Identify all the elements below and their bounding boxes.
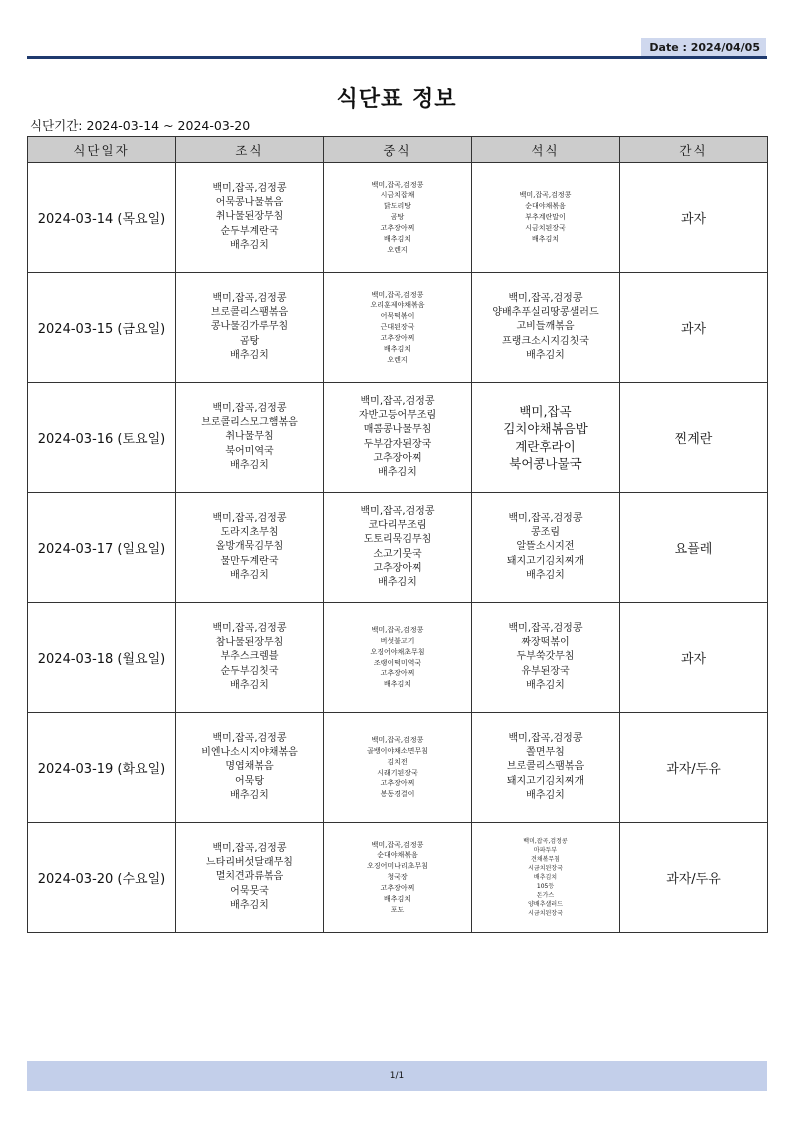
- breakfast-menu-item: 북어미역국: [225, 445, 274, 457]
- meal-date-cell: 2024-03-14 (목요일): [28, 163, 176, 273]
- breakfast-menu-item: 배추김치: [230, 349, 269, 361]
- dinner-menu-list: [475, 732, 616, 803]
- dinner-menu-item: 양배추푸실리땅콩샐러드: [492, 307, 599, 319]
- meal-date-cell: 2024-03-20 (수요일): [28, 823, 176, 933]
- lunch-menu-item: 오리훈제야채볶음: [370, 301, 425, 310]
- dinner-menu-item: 백미,잡곡,검정콩: [508, 733, 583, 745]
- breakfast-menu-item: 도라지초무침: [220, 527, 279, 539]
- dinner-menu-item: 프랭크소시지김칫국: [502, 335, 589, 347]
- breakfast-menu-item: 멸치견과류볶음: [215, 871, 284, 883]
- column-header-breakfast: 조식: [176, 137, 324, 163]
- lunch-menu-item: 백미,잡곡,검정콩: [371, 625, 424, 634]
- lunch-menu-item: 고추장아찌: [380, 779, 415, 788]
- lunch-menu-item: 배추김치: [383, 344, 412, 353]
- breakfast-menu-list: [179, 292, 320, 363]
- snack-cell: 과자/두유: [620, 713, 768, 823]
- breakfast-menu-item: 콩나물김가루무침: [210, 321, 289, 333]
- dinner-cell: [472, 823, 620, 933]
- dinner-menu-item: 배추김치: [526, 789, 565, 801]
- lunch-menu-list: [327, 840, 468, 916]
- breakfast-menu-list: [179, 182, 320, 253]
- table-row: [28, 603, 768, 713]
- dinner-menu-list: [475, 190, 616, 244]
- breakfast-menu-item: 백미,잡곡,검정콩: [212, 183, 287, 195]
- lunch-menu-item: 오징어미나리초무침: [367, 862, 428, 871]
- lunch-cell: [324, 273, 472, 383]
- lunch-menu-item: 시금치잡채: [380, 191, 415, 200]
- lunch-menu-item: 백미,잡곡,검정콩: [371, 290, 424, 299]
- dinner-menu-list: [475, 512, 616, 583]
- lunch-menu-item: 자반고등어무조림: [358, 410, 437, 422]
- lunch-menu-item: 오렌지: [387, 355, 408, 364]
- lunch-menu-item: 코다리무조림: [368, 520, 427, 532]
- lunch-menu-item: 곰탕: [390, 213, 405, 222]
- breakfast-menu-list: [179, 732, 320, 803]
- lunch-menu-list: [327, 180, 468, 256]
- lunch-menu-list: [327, 505, 468, 590]
- lunch-menu-item: 백미,잡곡,검정콩: [371, 735, 424, 744]
- dinner-menu-item: 순대야채볶음: [525, 202, 566, 211]
- breakfast-menu-item: 어묵뭇국: [230, 885, 269, 897]
- dinner-menu-item: 시금치된장국: [528, 865, 563, 872]
- dinner-menu-item: 돈가스: [536, 892, 555, 899]
- breakfast-menu-item: 배추김치: [230, 679, 269, 691]
- dinner-menu-item: 부추계란말이: [525, 213, 566, 222]
- lunch-menu-item: 백미,잡곡,검정콩: [360, 395, 435, 407]
- dinner-menu-item: 쫄면무침: [526, 747, 565, 759]
- lunch-menu-item: 김치전: [387, 757, 408, 766]
- breakfast-menu-item: 브로콜리스팸볶음: [210, 307, 289, 319]
- column-header-snack: 간식: [620, 137, 768, 163]
- breakfast-menu-item: 순두부계란국: [220, 225, 279, 237]
- lunch-menu-item: 시래기된장국: [377, 768, 418, 777]
- dinner-menu-item: 배추김치: [531, 234, 560, 243]
- breakfast-cell: [176, 603, 324, 713]
- lunch-menu-item: 봉동경결이: [380, 790, 415, 799]
- table-row: [28, 493, 768, 603]
- dinner-cell: [472, 163, 620, 273]
- column-header-date: 식단일자: [28, 137, 176, 163]
- lunch-menu-item: 고추장아찌: [380, 669, 415, 678]
- dinner-menu-item: 계란후라이: [515, 438, 576, 454]
- breakfast-menu-item: 배추김치: [230, 569, 269, 581]
- meal-date-cell: 2024-03-18 (월요일): [28, 603, 176, 713]
- lunch-menu-item: 순대야채볶음: [377, 851, 418, 860]
- dinner-cell: [472, 713, 620, 823]
- dinner-menu-item: 백미,잡곡,검정콩: [508, 513, 583, 525]
- lunch-cell: [324, 603, 472, 713]
- table-row: [28, 823, 768, 933]
- lunch-menu-list: [327, 290, 468, 366]
- lunch-menu-item: 고추장아찌: [373, 562, 422, 574]
- dinner-menu-item: 두부쑥갓무침: [516, 651, 575, 663]
- breakfast-menu-list: [179, 512, 320, 583]
- dinner-menu-item: 알뜰소시지전: [516, 541, 575, 553]
- snack-cell: 과자: [620, 273, 768, 383]
- lunch-menu-list: [327, 625, 468, 690]
- lunch-menu-item: 버섯불고기: [380, 636, 415, 645]
- snack-cell: 과자/두유: [620, 823, 768, 933]
- lunch-menu-item: 오렌지: [387, 245, 408, 254]
- dinner-cell: [472, 603, 620, 713]
- column-header-dinner: 석식: [472, 137, 620, 163]
- breakfast-menu-item: 백미,잡곡,검정콩: [212, 843, 287, 855]
- breakfast-menu-list: [179, 622, 320, 693]
- dinner-menu-item: 돼지고기김치찌개: [506, 555, 585, 567]
- breakfast-menu-item: 어묵콩나물볶음: [215, 197, 284, 209]
- page-title: 식단표 정보: [336, 87, 457, 112]
- meal-date-cell: 2024-03-17 (일요일): [28, 493, 176, 603]
- breakfast-menu-item: 배추김치: [230, 239, 269, 251]
- lunch-menu-item: 백미,잡곡,검정콩: [371, 180, 424, 189]
- page-number: 1/1: [389, 1071, 405, 1081]
- lunch-menu-item: 골뱅이야채소면무침: [367, 746, 428, 755]
- lunch-menu-item: 어묵떡볶이: [380, 312, 415, 321]
- breakfast-menu-item: 백미,잡곡,검정콩: [212, 293, 287, 305]
- breakfast-menu-item: 배추김치: [230, 459, 269, 471]
- meal-date-cell: 2024-03-15 (금요일): [28, 273, 176, 383]
- lunch-menu-item: 백미,잡곡,검정콩: [360, 505, 435, 517]
- breakfast-menu-item: 백미,잡곡,검정콩: [212, 733, 287, 745]
- breakfast-cell: [176, 823, 324, 933]
- lunch-cell: [324, 383, 472, 493]
- lunch-menu-item: 배추김치: [383, 234, 412, 243]
- lunch-menu-item: 백미,잡곡,검정콩: [371, 840, 424, 849]
- breakfast-menu-item: 느타리버섯달래무침: [206, 857, 293, 869]
- dinner-cell: [472, 273, 620, 383]
- breakfast-menu-item: 참나물된장무침: [215, 637, 284, 649]
- dinner-menu-item: 105등: [536, 883, 555, 890]
- breakfast-menu-item: 백미,잡곡,검정콩: [212, 623, 287, 635]
- dinner-menu-item: 시금치된장국: [525, 223, 566, 232]
- lunch-cell: [324, 493, 472, 603]
- menu-table: [27, 136, 768, 933]
- lunch-menu-item: 조랭이떡미역국: [373, 658, 422, 667]
- lunch-cell: [324, 713, 472, 823]
- meal-date-cell: 2024-03-16 (토요일): [28, 383, 176, 493]
- dinner-menu-item: 백미,잡곡: [519, 403, 572, 419]
- lunch-menu-item: 닭도리탕: [383, 202, 412, 211]
- lunch-cell: [324, 163, 472, 273]
- breakfast-menu-item: 곰탕: [239, 335, 260, 347]
- breakfast-menu-list: [179, 402, 320, 473]
- breakfast-menu-item: 배추김치: [230, 899, 269, 911]
- breakfast-menu-item: 비엔나소시지야채볶음: [201, 747, 298, 759]
- dinner-menu-item: 배추김치: [526, 569, 565, 581]
- dinner-menu-item: 배추김치: [526, 349, 565, 361]
- menu-table-body: [28, 163, 768, 933]
- breakfast-menu-item: 순두부김칫국: [220, 665, 279, 677]
- breakfast-cell: [176, 713, 324, 823]
- lunch-menu-item: 도토리묵김무침: [363, 534, 432, 546]
- lunch-menu-item: 고추장아찌: [380, 333, 415, 342]
- breakfast-menu-item: 취나물된장무침: [215, 211, 284, 223]
- breakfast-menu-item: 어묵탕: [235, 775, 264, 787]
- lunch-menu-item: 배추김치: [378, 466, 417, 478]
- dinner-menu-item: 백미,잡곡,검정콩: [519, 191, 572, 200]
- page-footer: [27, 1061, 767, 1091]
- column-header-lunch: 중식: [324, 137, 472, 163]
- dinner-menu-list: [475, 292, 616, 363]
- meal-date-cell: 2024-03-19 (화요일): [28, 713, 176, 823]
- table-row: [28, 163, 768, 273]
- lunch-menu-item: 고추장아찌: [380, 883, 415, 892]
- dinner-menu-item: 백미,잡곡,검정콩: [508, 623, 583, 635]
- lunch-menu-item: 배추김치: [383, 894, 412, 903]
- print-date-badge: Date : 2024/04/05: [641, 38, 766, 56]
- breakfast-cell: [176, 273, 324, 383]
- dinner-menu-item: 돼지고기김치찌개: [506, 775, 585, 787]
- dinner-menu-item: 김치야채볶음밥: [503, 421, 588, 436]
- menu-period: 식단기간: 2024-03-14 ~ 2024-03-20: [30, 118, 251, 133]
- breakfast-menu-item: 백미,잡곡,검정콩: [212, 403, 287, 415]
- breakfast-cell: [176, 383, 324, 493]
- dinner-menu-item: 유부된장국: [521, 665, 570, 677]
- lunch-menu-item: 근대된장국: [380, 323, 415, 332]
- dinner-menu-list: [475, 837, 616, 918]
- lunch-menu-list: [327, 735, 468, 800]
- lunch-menu-item: 배추김치: [378, 576, 417, 588]
- table-row: [28, 713, 768, 823]
- header-rule: [27, 56, 767, 59]
- dinner-menu-item: 고비들깨볶음: [516, 321, 575, 333]
- snack-cell: 과자: [620, 603, 768, 713]
- breakfast-menu-item: 취나물무침: [225, 431, 274, 443]
- table-row: [28, 273, 768, 383]
- lunch-menu-item: 포도: [390, 905, 405, 914]
- dinner-menu-list: [475, 622, 616, 693]
- breakfast-menu-item: 백미,잡곡,검정콩: [212, 513, 287, 525]
- breakfast-menu-list: [179, 842, 320, 913]
- breakfast-cell: [176, 163, 324, 273]
- dinner-menu-item: 브로콜리스팸볶음: [506, 761, 585, 773]
- lunch-menu-item: 두부감자된장국: [363, 438, 432, 450]
- lunch-cell: [324, 823, 472, 933]
- lunch-menu-list: [327, 395, 468, 480]
- breakfast-menu-item: 물만두계란국: [220, 555, 279, 567]
- dinner-menu-item: 백미,잡곡,검정콩: [508, 293, 583, 305]
- lunch-menu-item: 고추장아찌: [373, 452, 422, 464]
- breakfast-menu-item: 부추스크렘블: [220, 651, 279, 663]
- snack-cell: 찐계란: [620, 383, 768, 493]
- lunch-menu-item: 청국장: [387, 873, 408, 882]
- dinner-menu-item: 배추김치: [526, 679, 565, 691]
- lunch-menu-item: 매콤콩나물무침: [363, 424, 432, 436]
- snack-cell: 요플레: [620, 493, 768, 603]
- dinner-menu-item: 배추김치: [533, 874, 558, 881]
- breakfast-menu-item: 올방개묵김무침: [215, 541, 284, 553]
- dinner-menu-item: 시금치된장국: [528, 910, 563, 917]
- lunch-menu-item: 오징어야채초무침: [370, 647, 425, 656]
- lunch-menu-item: 배추김치: [383, 680, 412, 689]
- dinner-menu-list: [475, 403, 616, 473]
- snack-cell: 과자: [620, 163, 768, 273]
- dinner-menu-item: 짜장떡볶이: [521, 637, 570, 649]
- dinner-menu-item: 북어콩나물국: [509, 456, 582, 471]
- dinner-menu-item: 견채볶무침: [531, 856, 560, 863]
- table-row: [28, 383, 768, 493]
- dinner-menu-item: 양배추샐러드: [528, 901, 563, 908]
- dinner-cell: [472, 383, 620, 493]
- dinner-menu-item: 콩조림: [531, 527, 560, 539]
- breakfast-cell: [176, 493, 324, 603]
- dinner-cell: [472, 493, 620, 603]
- lunch-menu-item: 고추장아찌: [380, 223, 415, 232]
- breakfast-menu-item: 배추김치: [230, 789, 269, 801]
- dinner-menu-item: 마파두부: [533, 847, 558, 854]
- breakfast-menu-item: 브로콜리스모그햄볶음: [201, 417, 298, 429]
- dinner-menu-item: 백미,잡곡,검정콩: [523, 838, 568, 845]
- breakfast-menu-item: 명엽채볶음: [225, 761, 274, 773]
- menu-table-header: [28, 137, 768, 163]
- lunch-menu-item: 소고기뭇국: [373, 548, 422, 560]
